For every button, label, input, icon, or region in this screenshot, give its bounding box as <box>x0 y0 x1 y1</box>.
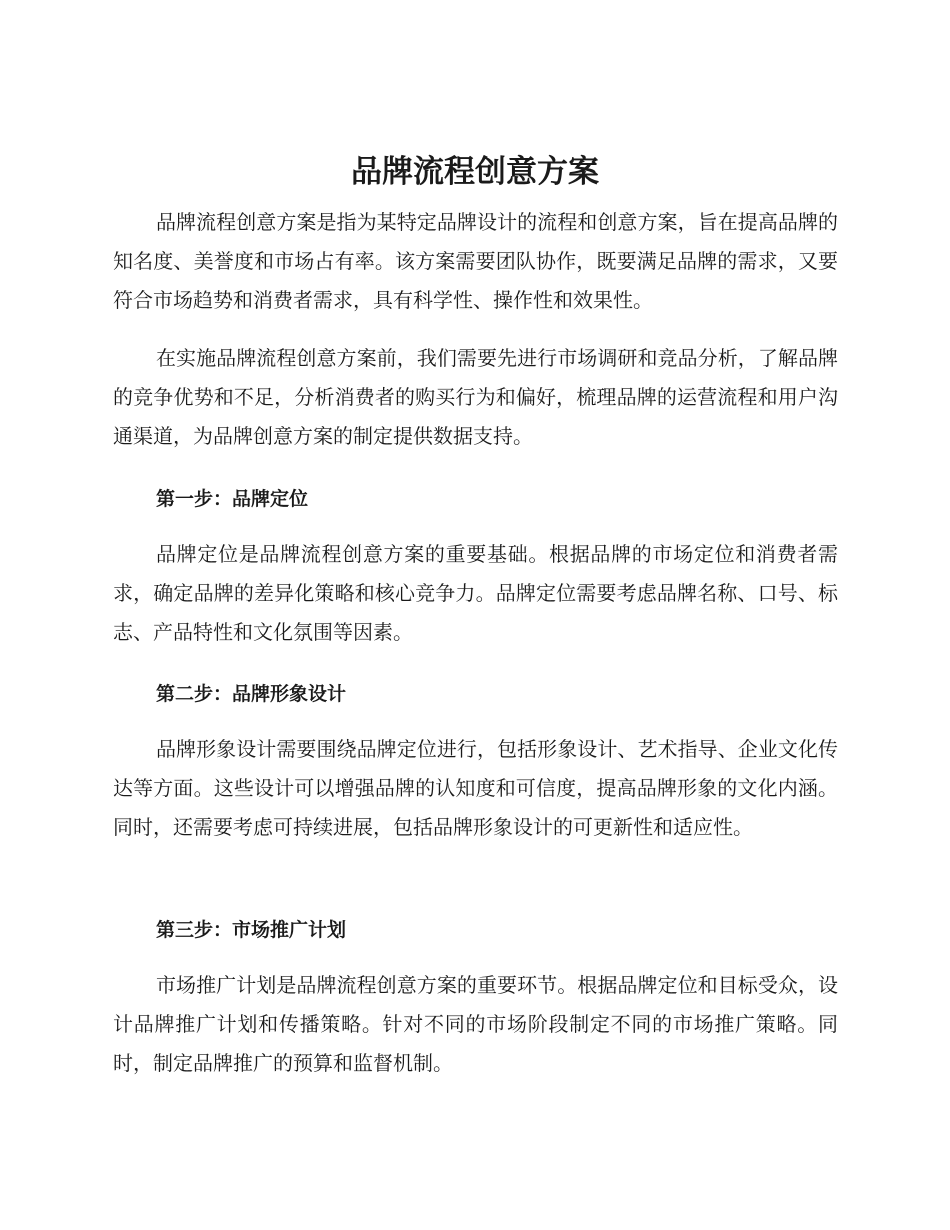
section-body-1: 品牌定位是品牌流程创意方案的重要基础。根据品牌的市场定位和消费者需求，确定品牌的差异化策略和核心竞争力。品牌定位需要考虑品牌名称、口号、标志、产品特性和文化氛围等因素。 <box>113 542 838 644</box>
intro-paragraph-1: 品牌流程创意方案是指为某特定品牌设计的流程和创意方案，旨在提高品牌的知名度、美誉度和市场占有率。该方案需要团队协作，既要满足品牌的需求，又要符合市场趋势和消费者需求，具有科学性、操作性和效果性。 <box>113 210 838 312</box>
section-body-3: 市场推广计划是品牌流程创意方案的重要环节。根据品牌定位和目标受众，设计品牌推广计划和传播策略。针对不同的市场阶段制定不同的市场推广策略。同时，制定品牌推广的预算和监督机制。 <box>113 973 838 1075</box>
section-heading-2: 第二步：品牌形象设计 <box>156 683 347 705</box>
document-title: 品牌流程创意方案 <box>351 154 599 190</box>
intro-paragraph-2: 在实施品牌流程创意方案前，我们需要先进行市场调研和竞品分析，了解品牌的竞争优势和不足，分析消费者的购买行为和偏好，梳理品牌的运营流程和用户沟通渠道，为品牌创意方案的制定提供数据支持。 <box>113 346 838 448</box>
section-heading-3: 第三步：市场推广计划 <box>156 919 347 941</box>
section-body-2: 品牌形象设计需要围绕品牌定位进行，包括形象设计、艺术指导、企业文化传达等方面。这些设计可以增强品牌的认知度和可信度，提高品牌形象的文化内涵。同时，还需要考虑可持续进展，包括品牌形象设计的可更新性和适应性。 <box>113 737 838 839</box>
section-heading-1: 第一步：品牌定位 <box>156 488 309 510</box>
